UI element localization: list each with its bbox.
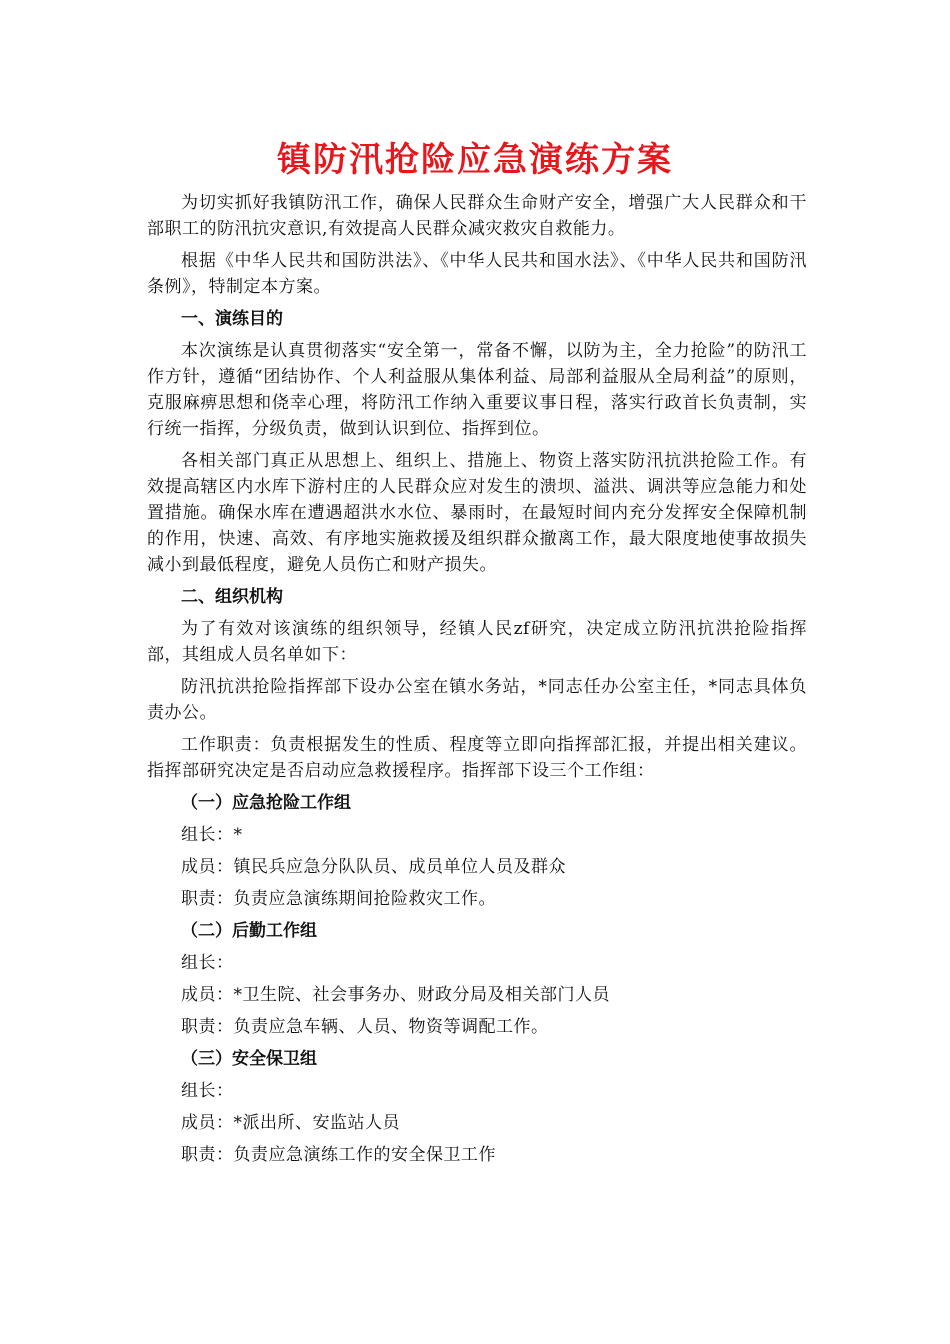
intro-paragraph-1: 为切实抓好我镇防汛工作，确保人民群众生命财产安全，增强广大人民群众和干部职工的防汛抗灾意识,有效提高人民群众减灾救灾自救能力。 xyxy=(147,193,807,239)
organization-paragraph-2: 防汛抗洪抢险指挥部下设办公室在镇水务站，*同志任办公室主任，*同志具体负责办公。 xyxy=(147,677,807,723)
group-leader: 组长：* xyxy=(181,825,243,845)
document-title: 镇防汛抢险应急演练方案 xyxy=(277,140,673,180)
group-heading-rescue: （一）应急抢险工作组 xyxy=(181,793,351,813)
group-duty: 职责：负责应急演练工作的安全保卫工作 xyxy=(181,1145,496,1165)
group-members: 成员：*卫生院、社会事务办、财政分局及相关部门人员 xyxy=(181,985,610,1005)
group-heading-security: （三）安全保卫组 xyxy=(181,1049,317,1069)
intro-paragraph-2: 根据《中华人民共和国防洪法》、《中华人民共和国水法》、《中华人民共和国防汛条例》，特制定本方案。 xyxy=(147,251,807,297)
section-heading-organization: 二、组织机构 xyxy=(181,587,283,607)
group-duty: 职责：负责应急车辆、人员、物资等调配工作。 xyxy=(181,1017,549,1037)
group-members: 成员：镇民兵应急分队队员、成员单位人员及群众 xyxy=(181,857,566,877)
organization-paragraph-3: 工作职责：负责根据发生的性质、程度等立即向指挥部汇报，并提出相关建议。指挥部研究决定是否启动应急救援程序。指挥部下设三个工作组： xyxy=(147,735,807,781)
group-members: 成员：*派出所、安监站人员 xyxy=(181,1113,400,1133)
group-heading-logistics: （二）后勤工作组 xyxy=(181,921,317,941)
organization-paragraph-1: 为了有效对该演练的组织领导，经镇人民zf研究，决定成立防汛抗洪抢险指挥部，其组成人员名单如下： xyxy=(147,619,807,665)
group-duty: 职责：负责应急演练期间抢险救灾工作。 xyxy=(181,889,496,909)
document-body xyxy=(147,190,807,1174)
section-heading-purpose: 一、演练目的 xyxy=(181,309,283,329)
purpose-paragraph-2: 各相关部门真正从思想上、组织上、措施上、物资上落实防汛抗洪抢险工作。有效提高辖区内水库下游村庄的人民群众应对发生的溃坝、溢洪、调洪等应急能力和处置措施。确保水库在遭遇超洪水水位、暴雨时，在最短时间内充分发挥安全保障机制的作用，快速、高效、有序地实施救援及组织群众撤离工作，最大限度地使事故损失减小到最低程度，避免人员伤亡和财产损失。 xyxy=(147,451,807,575)
group-leader: 组长： xyxy=(181,1081,234,1101)
purpose-paragraph-1: 本次演练是认真贯彻落实“安全第一，常备不懈，以防为主，全力抢险”的防汛工作方针，遵循“团结协作、个人利益服从集体利益、局部利益服从全局利益”的原则，克服麻痹思想和侥幸心理，将防汛工作纳入重要议事日程，落实行政首长负责制，实行统一指挥，分级负责，做到认识到位、指挥到位。 xyxy=(147,341,807,439)
group-leader: 组长： xyxy=(181,953,234,973)
